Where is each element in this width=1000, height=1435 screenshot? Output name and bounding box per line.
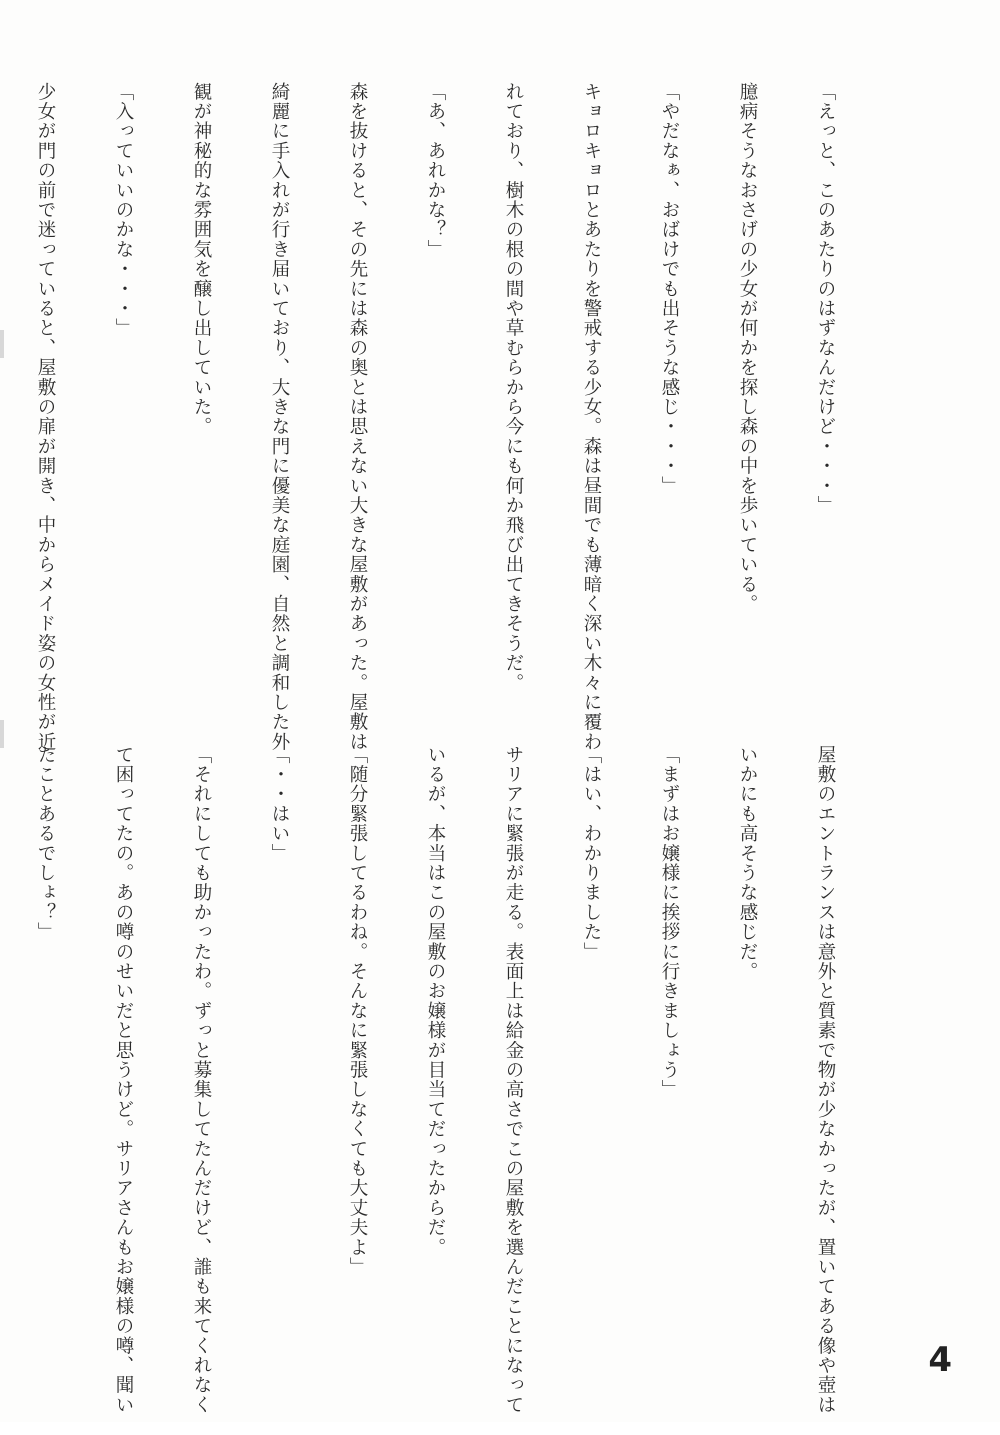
text-line: 「それにしても助かったわ。ずっと募集してたんだけど、誰も来てくれなく — [191, 745, 212, 1415]
text-line: 「えっと、このあたりのはずなんだけど・・・」 — [815, 82, 836, 516]
text-line: 「はい、わかりました」 — [581, 745, 602, 962]
text-line: サリアに緊張が走る。表面上は給金の高さでこの屋敷を選んだことになって — [503, 745, 524, 1415]
text-line: 「入っていいのかな・・・」 — [113, 82, 134, 339]
text-line: て困ってたの。あの噂のせいだと思うけど。サリアさんもお嬢様の噂、聞い — [113, 745, 134, 1415]
text-line: 屋敷のエントランスは意外と質素で物が少なかったが、置いてある像や壺は — [815, 745, 836, 1415]
text-line: 「まずはお嬢様に挨拶に行きましょう」 — [659, 745, 680, 1100]
page-number: 4 — [928, 1340, 952, 1380]
text-line: れており、樹木の根の間や草むらから今にも何か飛び出てきそうだ。 — [503, 82, 524, 693]
text-line: 「やだなぁ、おばけでも出そうな感じ・・・」 — [659, 82, 680, 496]
scan-edge-mark — [0, 720, 4, 748]
text-block-top — [35, 82, 890, 752]
text-line: いるが、本当はこの屋敷のお嬢様が目当てだったからだ。 — [425, 745, 446, 1258]
text-line: 臆病そうなおさげの少女が何かを探し森の中を歩いている。 — [737, 82, 758, 614]
text-line: キョロキョロとあたりを警戒する少女。森は昼間でも薄暗く深い木々に覆わ — [581, 82, 602, 752]
text-line: たことあるでしょ？」 — [35, 745, 56, 942]
text-line: 「・・はい」 — [269, 745, 290, 864]
text-line: 「随分緊張してるわね。そんなに緊張しなくても大丈夫よ」 — [347, 745, 368, 1277]
text-line: 観が神秘的な雰囲気を醸し出していた。 — [191, 82, 212, 437]
text-line: 少女が門の前で迷っていると、屋敷の扉が開き、中からメイド姿の女性が近 — [35, 82, 56, 752]
text-line: 「あ、あれかな？」 — [425, 82, 446, 260]
text-line: 森を抜けると、その先には森の奥とは思えない大きな屋敷があった。屋敷は — [347, 82, 368, 752]
text-line: 綺麗に手入れが行き届いており、大きな門に優美な庭園、自然と調和した外 — [269, 82, 290, 752]
text-line: いかにも高そうな感じだ。 — [737, 745, 758, 982]
text-block-bottom — [35, 745, 890, 1415]
